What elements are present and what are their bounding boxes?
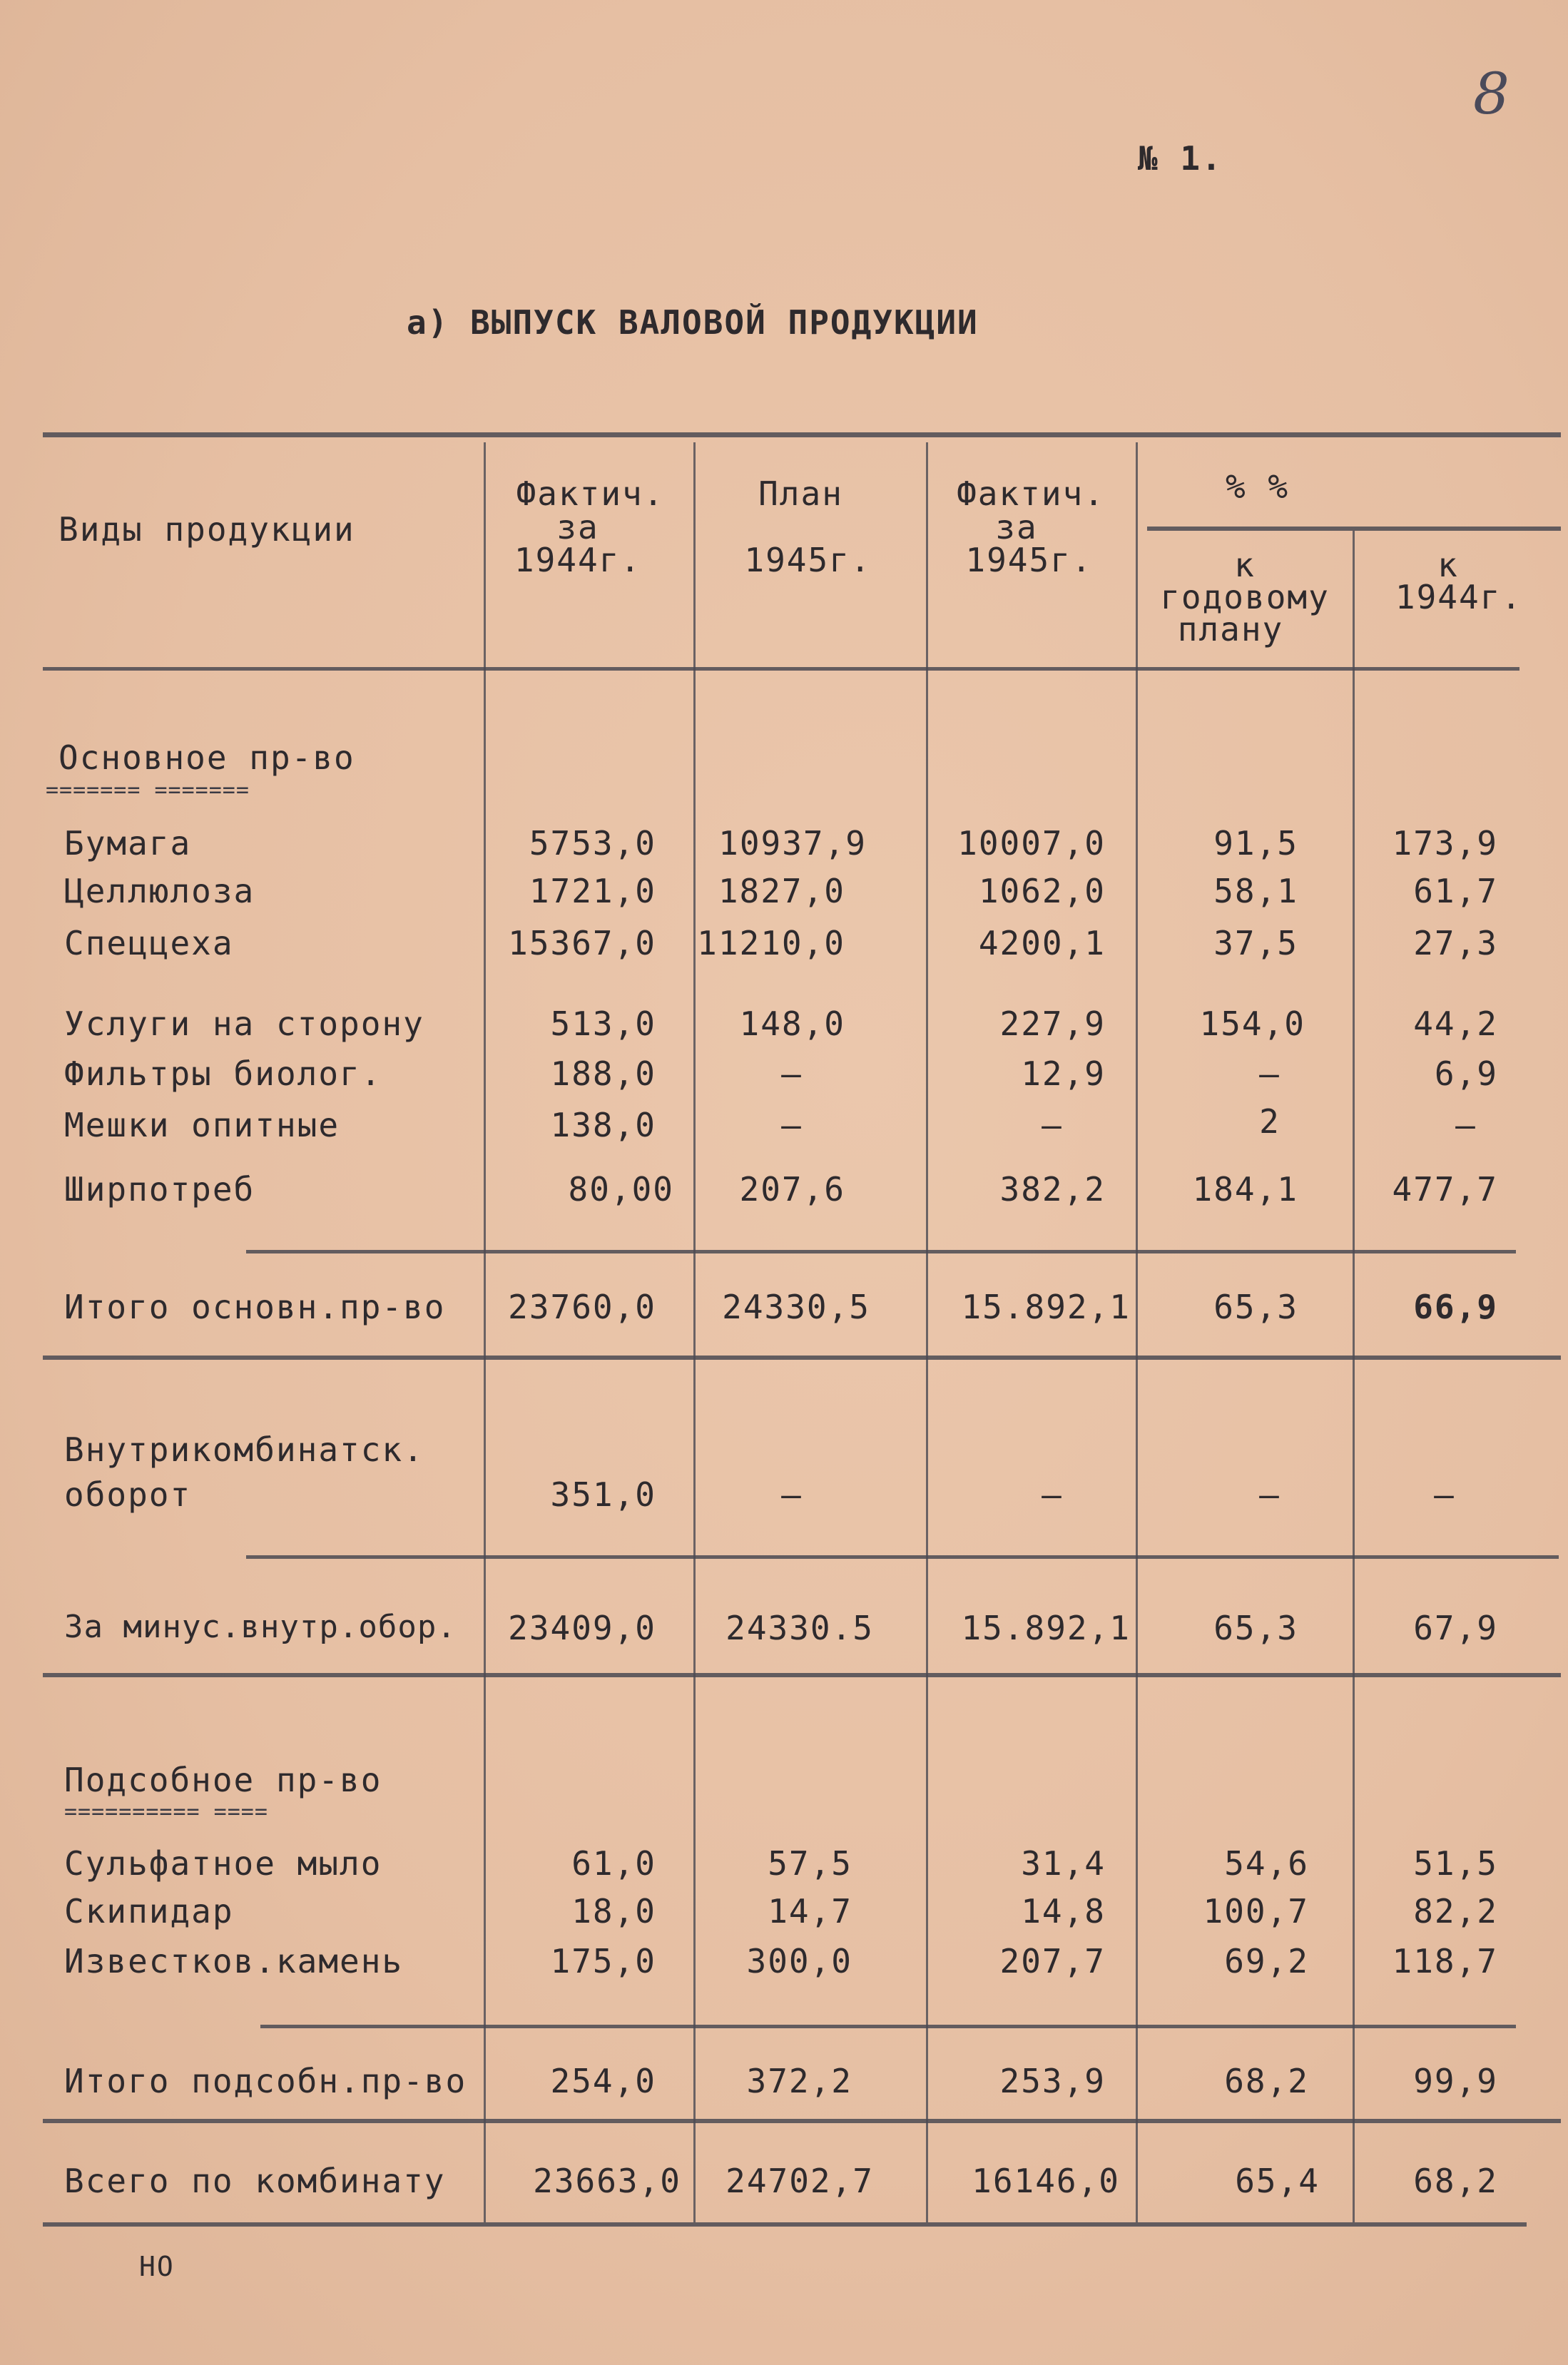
row-label: Целлюлоза bbox=[64, 872, 255, 910]
cell-value: 54,6 bbox=[1224, 1844, 1309, 1883]
header-actual-1945-l3: 1945г. bbox=[965, 541, 1093, 579]
cell-value: 154,0 bbox=[1199, 1005, 1305, 1043]
row-label: Спеццеха bbox=[64, 924, 234, 962]
col-divider-5 bbox=[1353, 531, 1355, 2222]
document-number: № 1. bbox=[1138, 139, 1223, 178]
cell-value: 68,2 bbox=[1224, 2062, 1309, 2100]
cell-value: 61,0 bbox=[571, 1844, 656, 1883]
row-label: Фильтры биолог. bbox=[64, 1054, 382, 1093]
section-main-underline: ======= ======= bbox=[46, 778, 250, 803]
cell-value: 27,3 bbox=[1413, 924, 1498, 962]
cell-value: 188,0 bbox=[550, 1054, 656, 1093]
row-label: Бумага bbox=[64, 824, 192, 863]
intra-bottom-line bbox=[246, 1555, 1559, 1559]
row-label: оборот bbox=[64, 1475, 192, 1514]
row-label: Мешки опитные bbox=[64, 1106, 340, 1144]
cell-value: 66,9 bbox=[1413, 1288, 1498, 1326]
cell-value: 65,3 bbox=[1213, 1609, 1298, 1647]
row-label: Известков.камень bbox=[64, 1942, 404, 1980]
cell-value: 31,4 bbox=[1021, 1844, 1106, 1883]
cell-value: 10937,9 bbox=[718, 824, 867, 863]
cell-value: 67,9 bbox=[1413, 1609, 1498, 1647]
cell-value: – bbox=[781, 1106, 803, 1144]
row-label: За минус.внутр.обор. bbox=[64, 1609, 457, 1645]
header-to-1944-l2: 1944г. bbox=[1395, 578, 1523, 616]
cell-value: 51,5 bbox=[1413, 1844, 1498, 1883]
cell-value: 300,0 bbox=[746, 1942, 852, 1980]
cell-value: 207,7 bbox=[999, 1942, 1106, 1980]
header-actual-1944-l1: Фактич. bbox=[516, 474, 665, 513]
header-to-annual-plan-l2: годовому bbox=[1160, 578, 1330, 616]
cell-value: 65,3 bbox=[1213, 1288, 1298, 1326]
cell-value: 175,0 bbox=[550, 1942, 656, 1980]
cell-value: 253,9 bbox=[999, 2062, 1106, 2100]
cell-value: 227,9 bbox=[999, 1005, 1106, 1043]
cell-value: 23409,0 bbox=[508, 1609, 656, 1647]
total-main-bottom-line bbox=[43, 1356, 1561, 1360]
cell-value: – bbox=[781, 1054, 803, 1093]
cell-value: 68,2 bbox=[1413, 2162, 1498, 2200]
cell-value: – bbox=[1259, 1054, 1281, 1093]
cell-value: 37,5 bbox=[1213, 924, 1298, 962]
header-plan-l1: План bbox=[758, 474, 843, 513]
cell-value: 15.892,1 bbox=[961, 1288, 1131, 1326]
row-label: Скипидар bbox=[64, 1892, 234, 1931]
cell-value: 24702,7 bbox=[726, 2162, 874, 2200]
cell-value: 1062,0 bbox=[978, 872, 1106, 910]
cell-value: 14,8 bbox=[1021, 1892, 1106, 1931]
page-number-handwritten: 8 bbox=[1473, 61, 1511, 127]
header-bottom-border bbox=[43, 667, 1519, 671]
section-aux-title: Подсобное пр-во bbox=[64, 1761, 382, 1799]
cell-value: 1827,0 bbox=[718, 872, 845, 910]
cell-value: 80,00 bbox=[568, 1170, 674, 1209]
subtotal-main-line bbox=[246, 1250, 1516, 1253]
cell-value: 477,7 bbox=[1392, 1170, 1498, 1209]
cell-value: 184,1 bbox=[1192, 1170, 1298, 1209]
cell-value: 44,2 bbox=[1413, 1005, 1498, 1043]
header-plan-l2: 1945г. bbox=[744, 541, 872, 579]
cell-value: 1721,0 bbox=[529, 872, 656, 910]
cell-value: 382,2 bbox=[999, 1170, 1106, 1209]
row-label: Сульфатное мыло bbox=[64, 1844, 382, 1883]
document-title: а) ВЫПУСК ВАЛОВОЙ ПРОДУКЦИИ bbox=[407, 303, 979, 342]
footer-initials: НО bbox=[139, 2251, 175, 2282]
cell-value: 351,0 bbox=[550, 1475, 656, 1514]
cell-value: – bbox=[1042, 1106, 1063, 1144]
cell-value: 99,9 bbox=[1413, 2062, 1498, 2100]
cell-value: – bbox=[1042, 1475, 1063, 1514]
cell-value: – bbox=[781, 1475, 803, 1514]
cell-value: 15367,0 bbox=[508, 924, 656, 962]
cell-value: 100,7 bbox=[1203, 1892, 1309, 1931]
cell-value: 11210,0 bbox=[697, 924, 845, 962]
cell-value: 58,1 bbox=[1213, 872, 1298, 910]
header-percent: % % bbox=[1226, 467, 1290, 506]
cell-value: 5753,0 bbox=[529, 824, 656, 863]
row-label: Ширпотреб bbox=[64, 1170, 255, 1209]
section-main-title: Основное пр-во bbox=[58, 738, 355, 777]
cell-value: 24330.5 bbox=[726, 1609, 874, 1647]
cell-value: 24330,5 bbox=[722, 1288, 870, 1326]
cell-value: 118,7 bbox=[1392, 1942, 1498, 1980]
cell-value: 148,0 bbox=[739, 1005, 845, 1043]
cell-value: 16146,0 bbox=[972, 2162, 1120, 2200]
cell-value: 173,9 bbox=[1392, 824, 1498, 863]
header-to-annual-plan-l3: плану bbox=[1177, 610, 1284, 649]
minus-intra-bottom-line bbox=[43, 1673, 1561, 1677]
header-actual-1945-l1: Фактич. bbox=[957, 474, 1105, 513]
cell-value: 91,5 bbox=[1213, 824, 1298, 863]
cell-value: – bbox=[1455, 1106, 1477, 1144]
cell-value: 23760,0 bbox=[508, 1288, 656, 1326]
cell-value: 61,7 bbox=[1413, 872, 1498, 910]
cell-value: 15.892,1 bbox=[961, 1609, 1131, 1647]
cell-value: 6,9 bbox=[1434, 1054, 1498, 1093]
header-actual-1945-l2: за bbox=[995, 508, 1038, 546]
row-label: Итого подсобн.пр-во bbox=[64, 2062, 467, 2100]
cell-value: 10007,0 bbox=[957, 824, 1106, 863]
cell-value: 57,5 bbox=[768, 1844, 852, 1883]
table-bottom-border bbox=[43, 2222, 1527, 2227]
total-aux-bottom-line bbox=[43, 2119, 1561, 2123]
cell-value: 82,2 bbox=[1413, 1892, 1498, 1931]
cell-value: 4200,1 bbox=[978, 924, 1106, 962]
row-label: Услуги на сторону bbox=[64, 1005, 424, 1043]
cell-value: 12,9 bbox=[1021, 1054, 1106, 1093]
cell-value: 207,6 bbox=[739, 1170, 845, 1209]
cell-value: 138,0 bbox=[550, 1106, 656, 1144]
cell-value: 372,2 bbox=[746, 2062, 852, 2100]
table-top-border bbox=[43, 432, 1561, 437]
cell-value: 513,0 bbox=[550, 1005, 656, 1043]
header-product-types: Виды продукции bbox=[58, 510, 355, 549]
header-actual-1944-l2: за bbox=[556, 508, 599, 546]
cell-value: 65,4 bbox=[1235, 2162, 1320, 2200]
header-to-annual-plan-l1: к bbox=[1234, 546, 1256, 584]
cell-value: 69,2 bbox=[1224, 1942, 1309, 1980]
row-label: Всего по комбинату bbox=[64, 2162, 446, 2200]
section-aux-underline: ========== ==== bbox=[64, 1799, 268, 1824]
subtotal-aux-line bbox=[260, 2025, 1516, 2028]
cell-value: 2 bbox=[1259, 1102, 1281, 1141]
header-to-1944-l1: к bbox=[1437, 546, 1459, 584]
cell-value: 23663,0 bbox=[533, 2162, 681, 2200]
cell-value: 18,0 bbox=[571, 1892, 656, 1931]
header-actual-1944-l3: 1944г. bbox=[514, 541, 642, 579]
cell-value: – bbox=[1259, 1475, 1281, 1514]
cell-value: 14,7 bbox=[768, 1892, 852, 1931]
row-label: Итого основн.пр-во bbox=[64, 1288, 446, 1326]
row-label: Внутрикомбинатск. bbox=[64, 1430, 424, 1469]
cell-value: – bbox=[1434, 1475, 1455, 1514]
cell-value: 254,0 bbox=[550, 2062, 656, 2100]
